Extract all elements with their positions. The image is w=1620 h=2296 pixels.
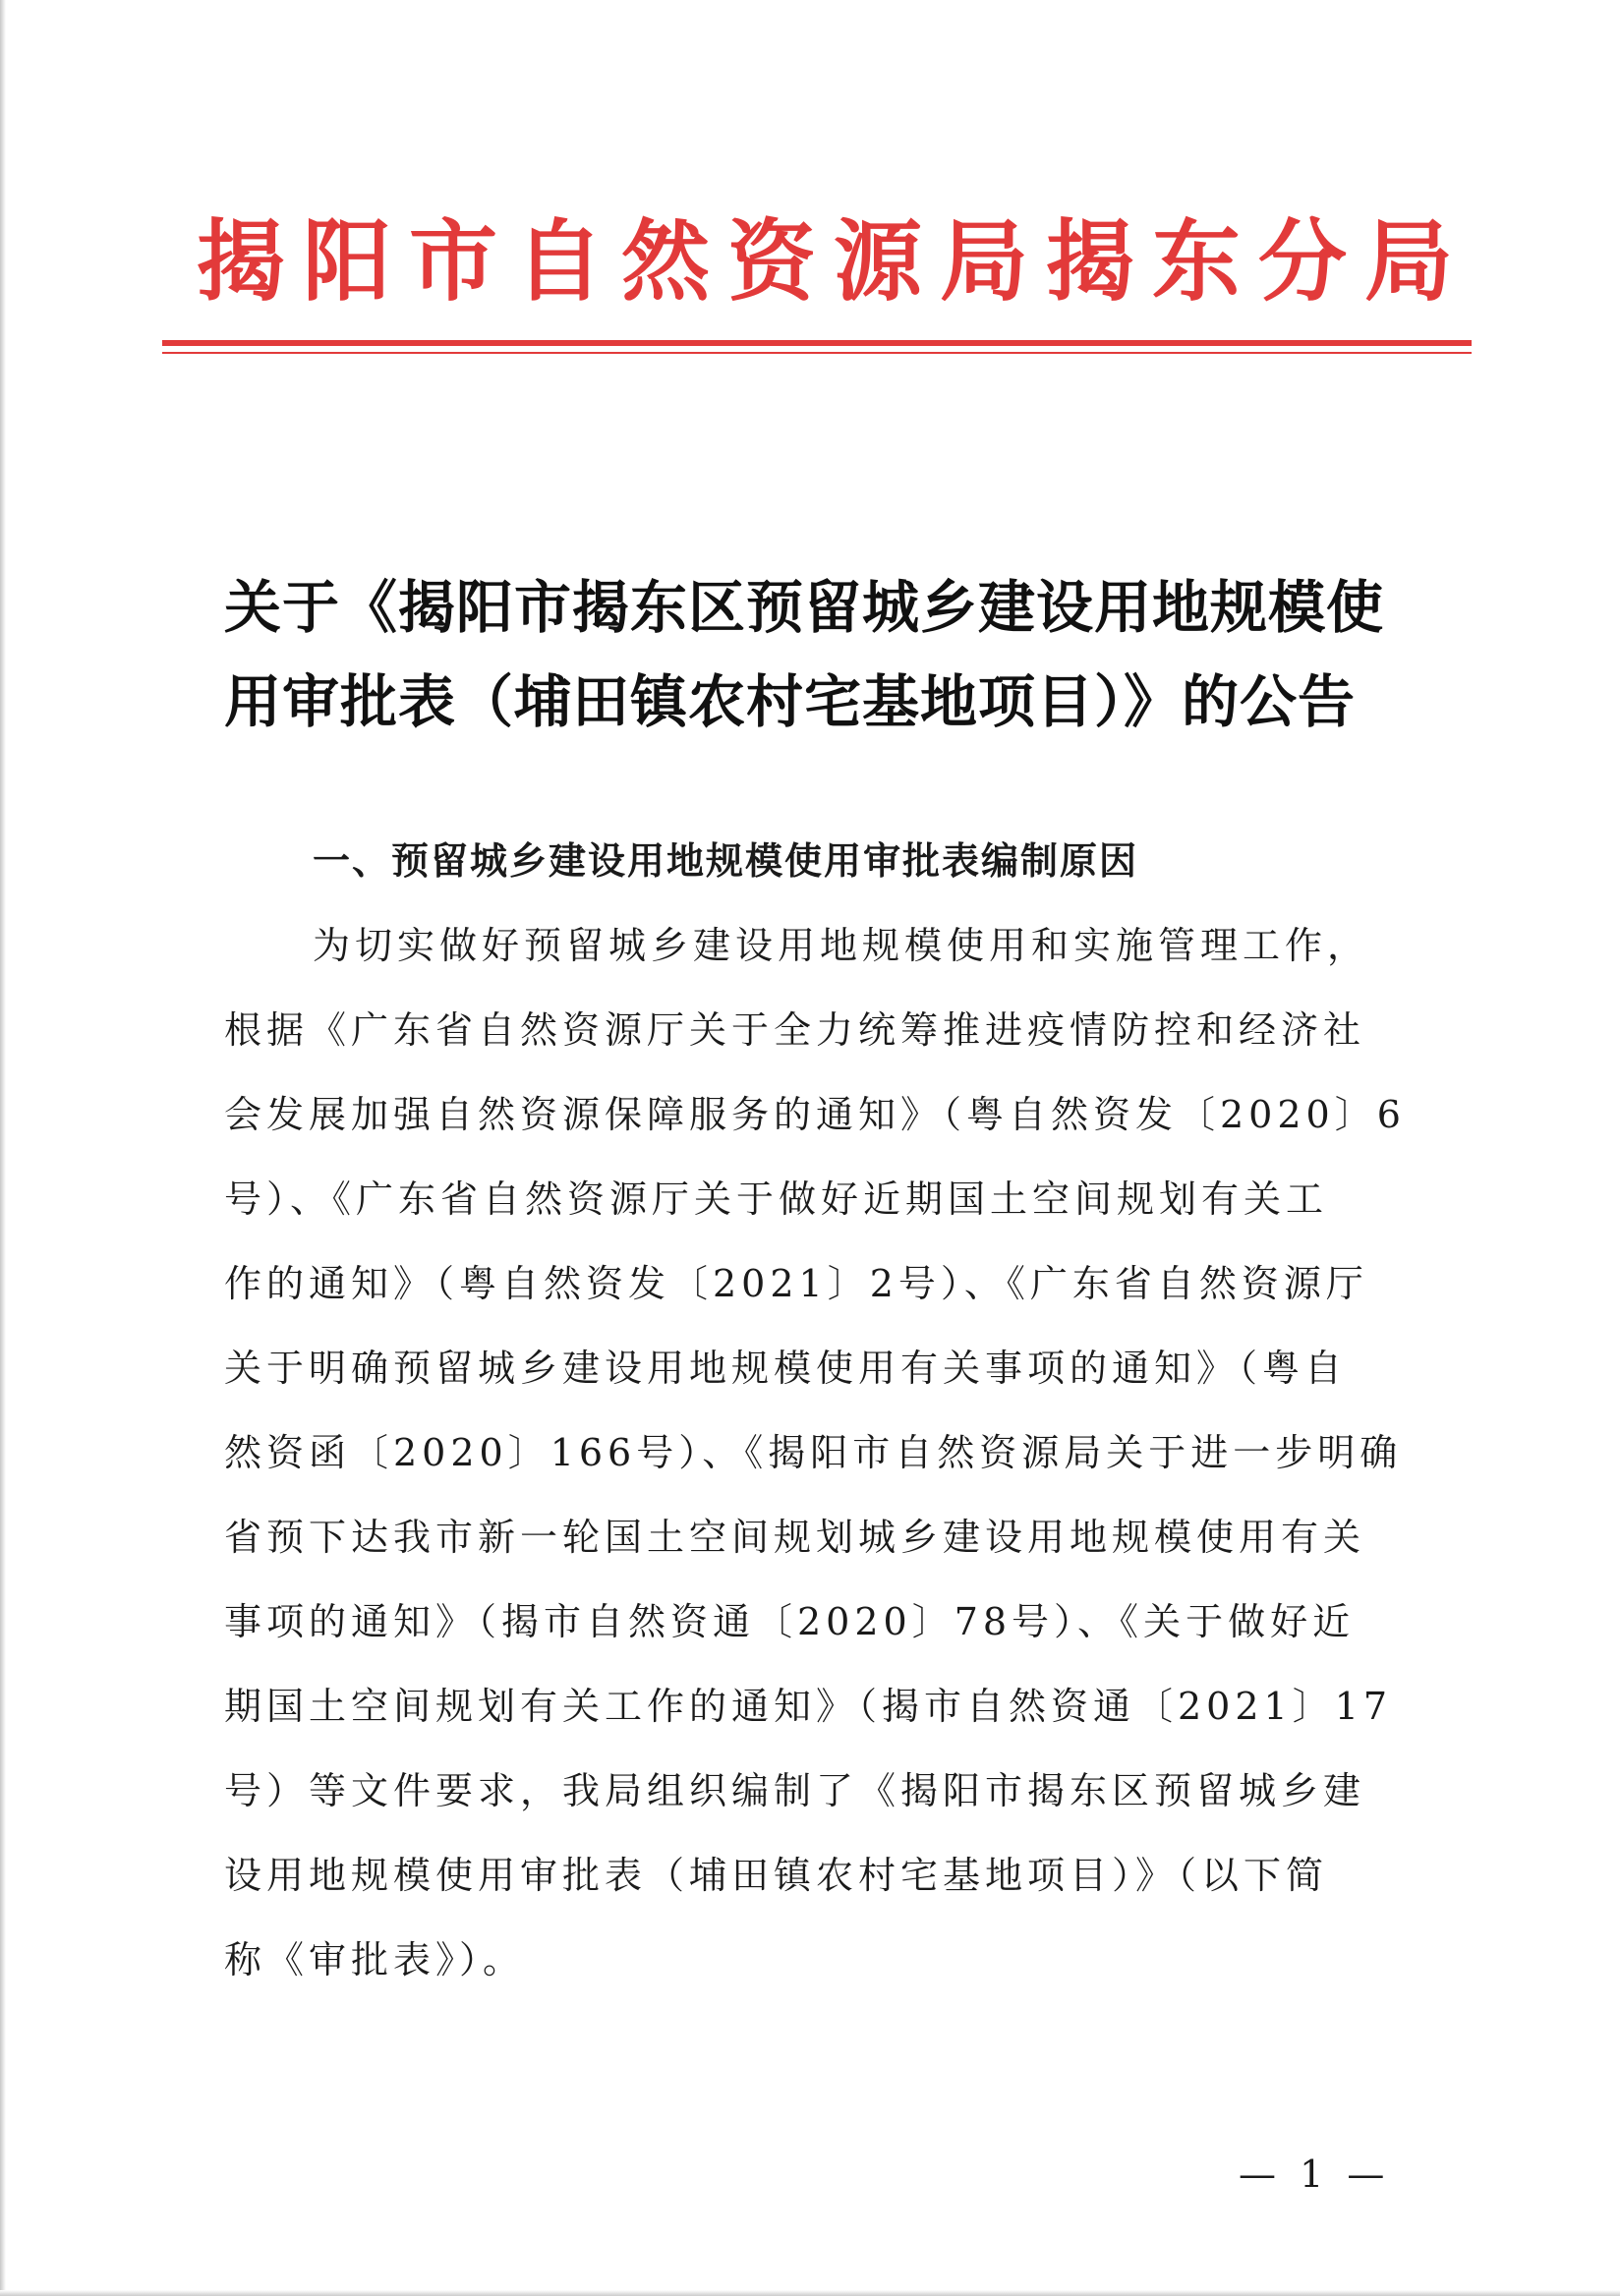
header-rule-thick: [162, 340, 1472, 346]
document-title-line-2: 用审批表（埔田镇农村宅基地项目）》的公告: [224, 668, 1357, 735]
body-line: 号）等文件要求，我局组织编制了《揭阳市揭东区预留城乡建: [224, 1769, 1366, 1812]
body-line: 会发展加强自然资源保障服务的通知》（粤自然资发〔2020〕6: [224, 1093, 1406, 1136]
body-line: 然资函〔2020〕166号）、《揭阳市自然资源局关于进一步明确: [224, 1431, 1403, 1474]
body-line: 期国土空间规划有关工作的通知》（揭市自然资通〔2021〕17: [224, 1685, 1393, 1728]
body-line: 号）、《广东省自然资源厅关于做好近期国土空间规划有关工: [224, 1177, 1329, 1221]
scan-edge-bottom: [0, 2290, 1620, 2296]
header-rule-thin: [162, 352, 1472, 354]
scan-edge-left: [0, 0, 6, 2296]
body-line: 事项的通知》（揭市自然资通〔2020〕78号）、《关于做好近: [224, 1600, 1356, 1643]
body-line: 称《审批表》）。: [224, 1938, 526, 1981]
section-1-heading: 一、预留城乡建设用地规模使用审批表编制原因: [313, 839, 1139, 883]
agency-header: 揭阳市自然资源局揭东分局: [197, 210, 1471, 314]
body-line: 根据《广东省自然资源厅关于全力统筹推进疫情防控和经济社: [224, 1008, 1366, 1052]
body-line: 省预下达我市新一轮国土空间规划城乡建设用地规模使用有关: [224, 1516, 1366, 1559]
body-line: 关于明确预留城乡建设用地规模使用有关事项的通知》（粤自: [224, 1347, 1348, 1390]
body-line: 为切实做好预留城乡建设用地规模使用和实施管理工作，: [313, 924, 1370, 967]
document-title: [224, 560, 1443, 749]
body-line: 设用地规模使用审批表（埔田镇农村宅基地项目）》（以下简: [224, 1854, 1329, 1897]
page-number: — 1 —: [1239, 2152, 1391, 2196]
body-line: 作的通知》（粤自然资发〔2021〕2号）、《广东省自然资源厅: [224, 1262, 1368, 1305]
document-title-line-1: 关于《揭阳市揭东区预留城乡建设用地规模使: [224, 574, 1385, 641]
